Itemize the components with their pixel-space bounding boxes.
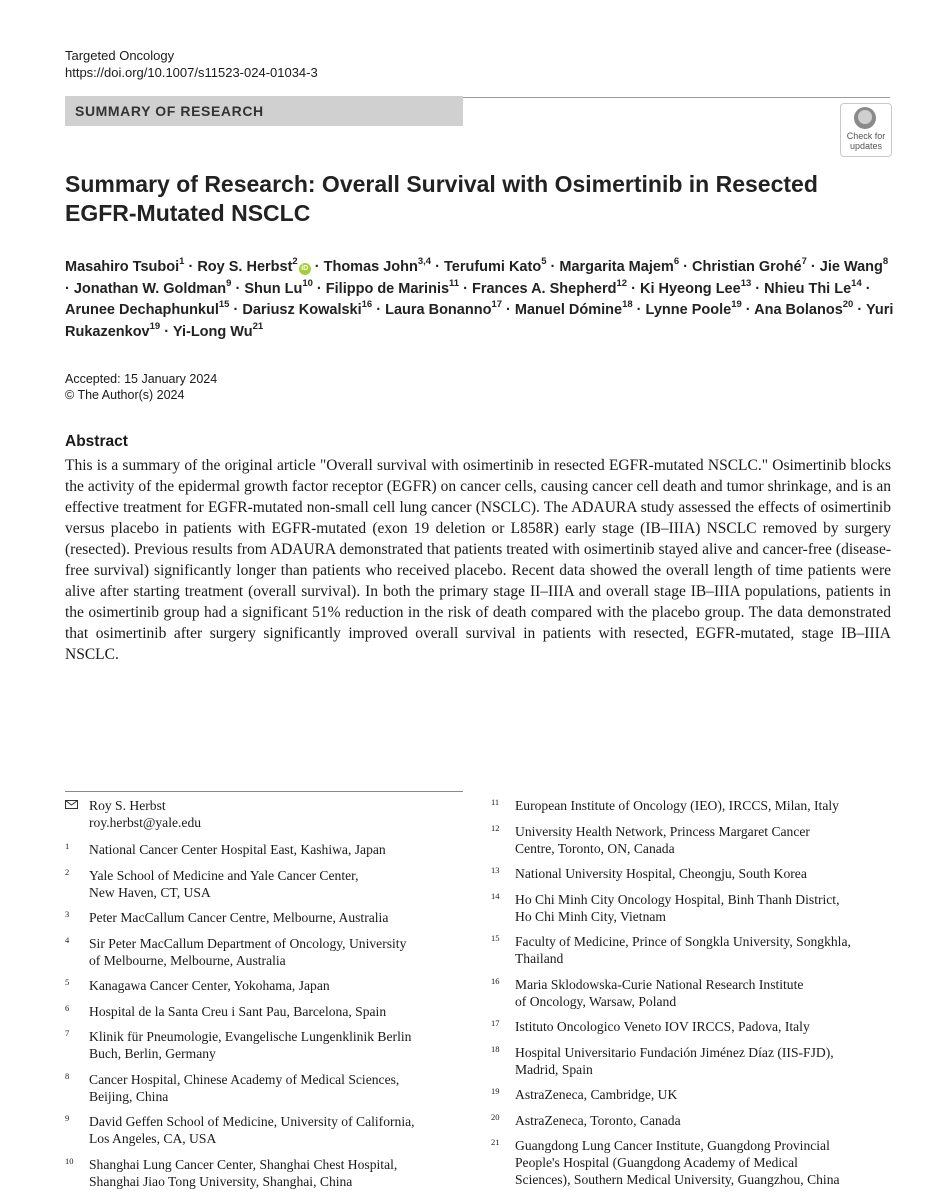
affiliation-item xyxy=(491,1044,891,1078)
author-affiliation-ref: 21 xyxy=(252,320,264,332)
affiliation-line: Ho Chi Minh City, Vietnam xyxy=(515,908,666,924)
journal-header xyxy=(65,47,318,81)
author-affiliation-ref: 20 xyxy=(842,299,854,311)
affiliation-item xyxy=(65,909,470,926)
affiliation-line: Los Angeles, CA, USA xyxy=(89,1131,217,1146)
affiliation-number: 8 xyxy=(65,1070,70,1081)
correspondence-email[interactable]: roy.herbst@yale.edu xyxy=(89,815,202,830)
affiliation-line: Sir Peter MacCallum Department of Oncology, University xyxy=(89,935,407,951)
affiliation-line: Maria Sklodowska-Curie National Research Institute xyxy=(515,976,804,992)
affiliation-number: 21 xyxy=(491,1137,500,1147)
affiliation-line: Thailand xyxy=(515,951,564,966)
affiliation-line: Istituto Oncologico Veneto IOV IRCCS, Padova, Italy xyxy=(515,1019,810,1034)
affiliation-line: European Institute of Oncology (IEO), IRCCS, Milan, Italy xyxy=(515,798,839,813)
author-affiliation-ref: 3,4 xyxy=(417,256,432,268)
affiliation-item xyxy=(65,977,470,994)
affiliation-number: 12 xyxy=(491,822,500,833)
affiliation-line: Centre, Toronto, ON, Canada xyxy=(515,840,675,856)
affiliation-number: 19 xyxy=(491,1086,500,1096)
affiliation-item xyxy=(65,1113,470,1147)
affiliation-item xyxy=(65,841,470,858)
author-affiliation-ref: 12 xyxy=(616,277,628,289)
affiliation-item xyxy=(65,1156,470,1190)
author: Thomas John xyxy=(323,259,418,275)
affiliation-line: of Oncology, Warsaw, Poland xyxy=(515,993,677,1009)
author-affiliation-ref: 1 xyxy=(179,256,185,268)
affiliations-right-column xyxy=(491,797,891,1197)
affiliation-number: 13 xyxy=(491,865,500,875)
affiliation-list-left xyxy=(65,841,470,1190)
affiliation-number: 16 xyxy=(491,975,500,986)
author-affiliation-ref: 17 xyxy=(491,299,503,311)
author: Ana Bolanos xyxy=(754,302,843,318)
author: Jonathan W. Goldman xyxy=(73,280,227,297)
affiliation-number: 6 xyxy=(65,1002,70,1013)
author-affiliation-ref: 14 xyxy=(851,277,862,289)
affiliation-line: Faculty of Medicine, Prince of Songkla University, Songkhla, xyxy=(515,934,851,949)
check-label-line-1: Check for xyxy=(846,131,886,141)
affiliation-number: 5 xyxy=(65,977,70,987)
affiliation-number: 11 xyxy=(491,797,500,807)
author-affiliation-ref: 9 xyxy=(226,277,232,289)
affiliation-item xyxy=(491,823,891,857)
author-affiliation-ref: 15 xyxy=(218,299,230,311)
affiliation-line: Sciences), Southern Medical University, Guangzhou, China xyxy=(515,1172,840,1187)
correspondence-name: Roy S. Herbst xyxy=(89,798,166,813)
affiliation-item xyxy=(491,1112,891,1129)
envelope-icon xyxy=(65,800,78,809)
affiliation-line: Buch, Berlin, Germany xyxy=(89,1046,216,1061)
header-rule xyxy=(463,97,890,98)
author-list: Masahiro Tsuboi$^1$ · Roy S. Herbst$^2$iD · Thomas John$^{3,4}$ · Terufumi Kato$^5$ · Margarita Majem$^6$ · Christian Grohé$^7$ · Jie Wang$^8$ · Jonathan W. Goldman$^9$ · Shun $Lu^{10}$ · Filippo de Marinis$^{11}$ · Frances A. Shepherd$^{12}$ · Ki Hyeong Lee$^{13}$ · Nhieu Thi $Le^{14}$ · Arunee Dechaphunkul$^{15}$ · Dariusz Kowalski$^{16}$ · Laura Bonanno$^{17}$ · Manuel Dómine$^{18}$ · Lynne Poole$^{19}$ · Ana Bolanos$^{20}$ · Yuri Rukazenkov$^{19}$ · Yi-Long Wu$^{21}$ xyxy=(65,256,894,340)
affiliation-number: 7 xyxy=(65,1028,70,1038)
affiliation-item xyxy=(65,1028,470,1062)
author: Jie Wang xyxy=(819,259,883,275)
affiliation-line: AstraZeneca, Toronto, Canada xyxy=(515,1112,681,1128)
affiliation-line: Hospital de la Santa Creu i Sant Pau, Barcelona, Spain xyxy=(89,1003,387,1019)
affiliation-item xyxy=(491,1018,891,1035)
author: Nhieu Thi Le xyxy=(764,280,852,297)
affiliation-item xyxy=(491,797,891,814)
affiliation-line: Shanghai Jiao Tong University, Shanghai, China xyxy=(89,1173,353,1189)
author-affiliation-ref: 2 xyxy=(292,256,298,268)
affiliations-left-column xyxy=(65,797,470,1198)
author-affiliation-ref: 18 xyxy=(622,299,633,311)
affiliation-item xyxy=(491,865,891,882)
affiliation-item xyxy=(491,1086,891,1103)
author: Arunee Dechaphunkul xyxy=(65,302,219,318)
check-for-updates-button[interactable] xyxy=(840,103,892,157)
author: Masahiro Tsuboi xyxy=(65,259,180,275)
author-affiliation-ref: 19 xyxy=(731,299,742,311)
check-label-line-2: updates xyxy=(849,141,883,151)
affiliation-number: 2 xyxy=(65,866,70,877)
affiliation-item xyxy=(491,933,891,967)
affiliation-line: University Health Network, Princess Margaret Cancer xyxy=(515,823,810,839)
abstract-body: This is a summary of the original article "Overall survival with osimertinib in resected EGFR-mutated NSCLC." Osimertinib blocks the activity of the epidermal growth factor receptor (EGFR) on cancer cells, causing cancer cell death and tumor shrinkage, and is an effective treatment for EGFR-mutated non-small cell lung cancer (NSCLC). The ADAURA study assessed the effects of osimertinib versus placebo in patients with EGFR-mutated (exon 19 deletion or L858R) early stage (IB–IIIA) NSCLC removed by surgery (resected). Previous results from ADAURA demonstrated that patients treated with osimertinib stayed alive and cancer-free (disease-free survival) significantly longer than patients who received placebo. Recent data showed the overall length of time patients were alive after starting treatment (overall survival). In both the primary stage II–IIIA and overall stage IB–IIIA populations, patients in the osimertinib group had a significant 51% reduction in the risk of death compared with the placebo group. The data demonstrated that osimertinib after surgery significantly improved overall survival in patients with resected, EGFR-mutated, stage IB–IIIA NSCLC. xyxy=(65,457,891,663)
author-affiliation-ref: 8 xyxy=(882,256,889,268)
author: Christian Grohé xyxy=(692,259,802,275)
author: Yuri Rukazenkov xyxy=(65,302,894,340)
affiliation-line: of Melbourne, Melbourne, Australia xyxy=(89,952,286,968)
author: Shun Lu xyxy=(244,280,303,297)
section-label: SUMMARY OF RESEARCH xyxy=(75,103,264,119)
section-banner xyxy=(65,96,463,126)
affiliation-number: 9 xyxy=(65,1113,70,1123)
affiliation-number: 1 xyxy=(65,841,70,851)
doi-link[interactable]: https://doi.org/10.1007/s11523-024-01034-3 xyxy=(65,65,318,80)
affiliation-item xyxy=(491,976,891,1010)
affiliation-line: Yale School of Medicine and Yale Cancer Center, xyxy=(89,867,359,883)
author-affiliation-ref: 5 xyxy=(541,256,547,268)
affiliation-line: Shanghai Lung Cancer Center, Shanghai Chest Hospital, xyxy=(89,1156,398,1172)
affiliation-number: 14 xyxy=(491,890,500,901)
affiliation-number: 15 xyxy=(491,933,500,943)
accepted-date: Accepted: 15 January 2024 xyxy=(65,372,218,386)
title-line: EGFR-Mutated NSCLC xyxy=(65,200,311,226)
author: Frances A. Shepherd xyxy=(471,280,617,297)
affiliation-line: AstraZeneca, Cambridge, UK xyxy=(515,1087,678,1102)
affiliation-line: People's Hospital (Guangdong Academy of Medical xyxy=(515,1155,798,1170)
affiliation-line: Guangdong Lung Cancer Institute, Guangdong Provincial xyxy=(515,1138,830,1153)
affiliation-line: Beijing, China xyxy=(89,1088,169,1104)
affiliation-item xyxy=(65,867,470,901)
author: Lynne Poole xyxy=(645,302,732,318)
affiliation-item xyxy=(65,1071,470,1105)
affiliation-number: 4 xyxy=(65,934,70,945)
author: Margarita Majem xyxy=(559,259,674,275)
affiliation-line: Peter MacCallum Cancer Centre, Melbourne, Australia xyxy=(89,910,389,925)
author: Yi-Long Wu xyxy=(172,323,253,340)
affiliation-list-right xyxy=(491,797,891,1188)
article-title xyxy=(65,170,865,228)
author: Laura Bonanno xyxy=(385,302,492,318)
author-affiliation-ref: 7 xyxy=(801,256,807,268)
copyright: © The Author(s) 2024 xyxy=(65,388,185,402)
title-line: Summary of Research: Overall Survival with Osimertinib in Resected xyxy=(65,171,818,197)
orcid-icon[interactable]: iD xyxy=(299,263,311,275)
affiliation-item xyxy=(491,891,891,925)
affiliation-number: 18 xyxy=(491,1043,500,1054)
journal-name: Targeted Oncology xyxy=(65,48,175,63)
affiliation-line: David Geffen School of Medicine, University of California, xyxy=(89,1114,415,1129)
affiliation-number: 17 xyxy=(491,1018,500,1028)
author: Roy S. Herbst xyxy=(197,259,293,275)
affiliation-line: Kanagawa Cancer Center, Yokohama, Japan xyxy=(89,978,330,993)
affiliation-item xyxy=(491,1137,891,1188)
author-affiliation-ref: 10 xyxy=(302,277,313,289)
affiliation-line: Cancer Hospital, Chinese Academy of Medical Sciences, xyxy=(89,1071,400,1087)
affiliation-number: 10 xyxy=(65,1155,74,1166)
correspondence xyxy=(65,797,470,831)
author: Ki Hyeong Lee xyxy=(639,280,741,297)
affiliation-number: 3 xyxy=(65,909,70,919)
affiliation-line: Klinik für Pneumologie, Evangelische Lungenklinik Berlin xyxy=(89,1029,412,1044)
article-dates xyxy=(65,371,217,403)
author-affiliation-ref: 13 xyxy=(740,277,752,289)
affiliation-line: National University Hospital, Cheongju, South Korea xyxy=(515,866,807,881)
affiliation-item xyxy=(65,1003,470,1020)
author: Dariusz Kowalski xyxy=(242,302,362,318)
affiliation-item xyxy=(65,935,470,969)
footnote-rule xyxy=(65,791,463,792)
affiliation-number: 20 xyxy=(491,1111,500,1122)
author-affiliation-ref: 11 xyxy=(449,277,460,289)
abstract-heading: Abstract xyxy=(65,433,128,450)
check-for-updates-icon xyxy=(854,107,876,129)
author-affiliation-ref: 19 xyxy=(149,320,161,332)
affiliation-line: Hospital Universitario Fundación Jiménez Díaz (IIS-FJD), xyxy=(515,1044,834,1060)
affiliation-line: New Haven, CT, USA xyxy=(89,884,211,900)
author: Filippo de Marinis xyxy=(325,280,450,297)
affiliation-line: Madrid, Spain xyxy=(515,1061,593,1077)
author: Terufumi Kato xyxy=(443,259,542,275)
author-affiliation-ref: 16 xyxy=(361,299,373,311)
affiliation-line: Ho Chi Minh City Oncology Hospital, Binh Thanh District, xyxy=(515,891,840,907)
affiliation-line: National Cancer Center Hospital East, Kashiwa, Japan xyxy=(89,842,386,857)
author-affiliation-ref: 6 xyxy=(673,256,680,268)
author: Manuel Dómine xyxy=(514,302,623,318)
